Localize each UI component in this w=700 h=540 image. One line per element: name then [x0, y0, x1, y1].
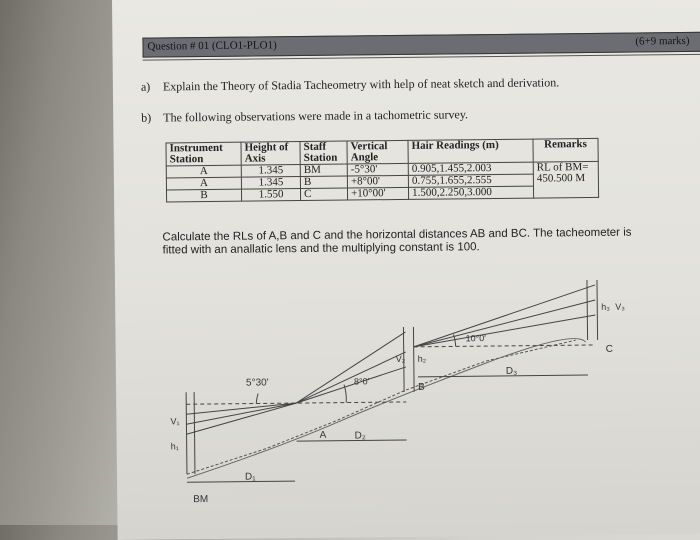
- table-cell: BM: [300, 164, 347, 176]
- table-cell: B: [166, 189, 241, 202]
- vertical-label: V₃: [615, 301, 625, 312]
- vertical-label: V₁: [170, 416, 180, 427]
- angle-label: 10°0': [465, 333, 486, 344]
- table-cell: A: [166, 177, 241, 190]
- point-label: A: [319, 429, 327, 441]
- exam-paper: [112, 0, 700, 540]
- part-a-text: Explain the Theory of Stadia Tacheometry with help of neat sketch and derivation.: [162, 75, 560, 94]
- table-cell: C: [300, 188, 347, 200]
- table-cell: 0.755,1.655,2.555: [408, 174, 533, 187]
- vertical-label: V₂: [395, 353, 406, 365]
- col-header: Instrument Station: [166, 142, 241, 166]
- table-cell: 1.345: [241, 165, 300, 178]
- part-b-label: b): [141, 110, 152, 125]
- col-header: Hair Readings (m): [408, 139, 533, 163]
- part-a-label: a): [140, 79, 151, 94]
- table-cell: A: [166, 165, 241, 178]
- table-cell: B: [300, 176, 347, 188]
- table-cell: 1.345: [241, 177, 300, 190]
- point-label: C: [605, 343, 613, 355]
- height-label: h₁: [170, 441, 179, 452]
- point-label: B: [418, 381, 425, 393]
- table-cell: -5°30': [347, 163, 408, 176]
- calculation-instructions: Calculate the RLs of A,B and C and the horizontal distances AB and BC. The tacheometer is fitted with an anallatic lens and the multiplying constant is 100.: [162, 226, 632, 257]
- height-label: h₃: [601, 301, 610, 312]
- col-header: Staff Station: [300, 141, 347, 164]
- table-cell: +10°00': [347, 187, 408, 200]
- table-cell: 0.905,1.455,2.003: [408, 162, 533, 175]
- angle-label: 8°0': [353, 376, 370, 387]
- col-header: Remarks: [533, 138, 598, 162]
- col-header: Height of Axis: [241, 142, 300, 166]
- part-b: [141, 107, 468, 125]
- table-cell: 1.500,2.250,3.000: [408, 186, 533, 199]
- col-header: Vertical Angle: [347, 140, 408, 164]
- angle-label: 5°30': [245, 377, 269, 389]
- height-label: h₂: [417, 353, 427, 364]
- point-label: BM: [193, 494, 209, 506]
- part-b-text: The following observations were made in a tachometric survey.: [163, 107, 469, 125]
- observations-table: [165, 138, 599, 203]
- distance-label: D₃: [505, 365, 518, 377]
- question-marks: (6+9 marks): [635, 34, 690, 48]
- part-a: [141, 75, 559, 94]
- table-cell: 1.550: [241, 189, 300, 202]
- tacheometry-sketch: [155, 269, 657, 509]
- question-title: Question # 01 (CLO1-PLO1): [147, 39, 277, 53]
- table-cell: +8°00': [347, 175, 408, 188]
- distance-label: D₁: [244, 471, 256, 483]
- table-cell: RL of BM= 450.500 M: [533, 161, 598, 198]
- distance-label: D₂: [354, 430, 366, 442]
